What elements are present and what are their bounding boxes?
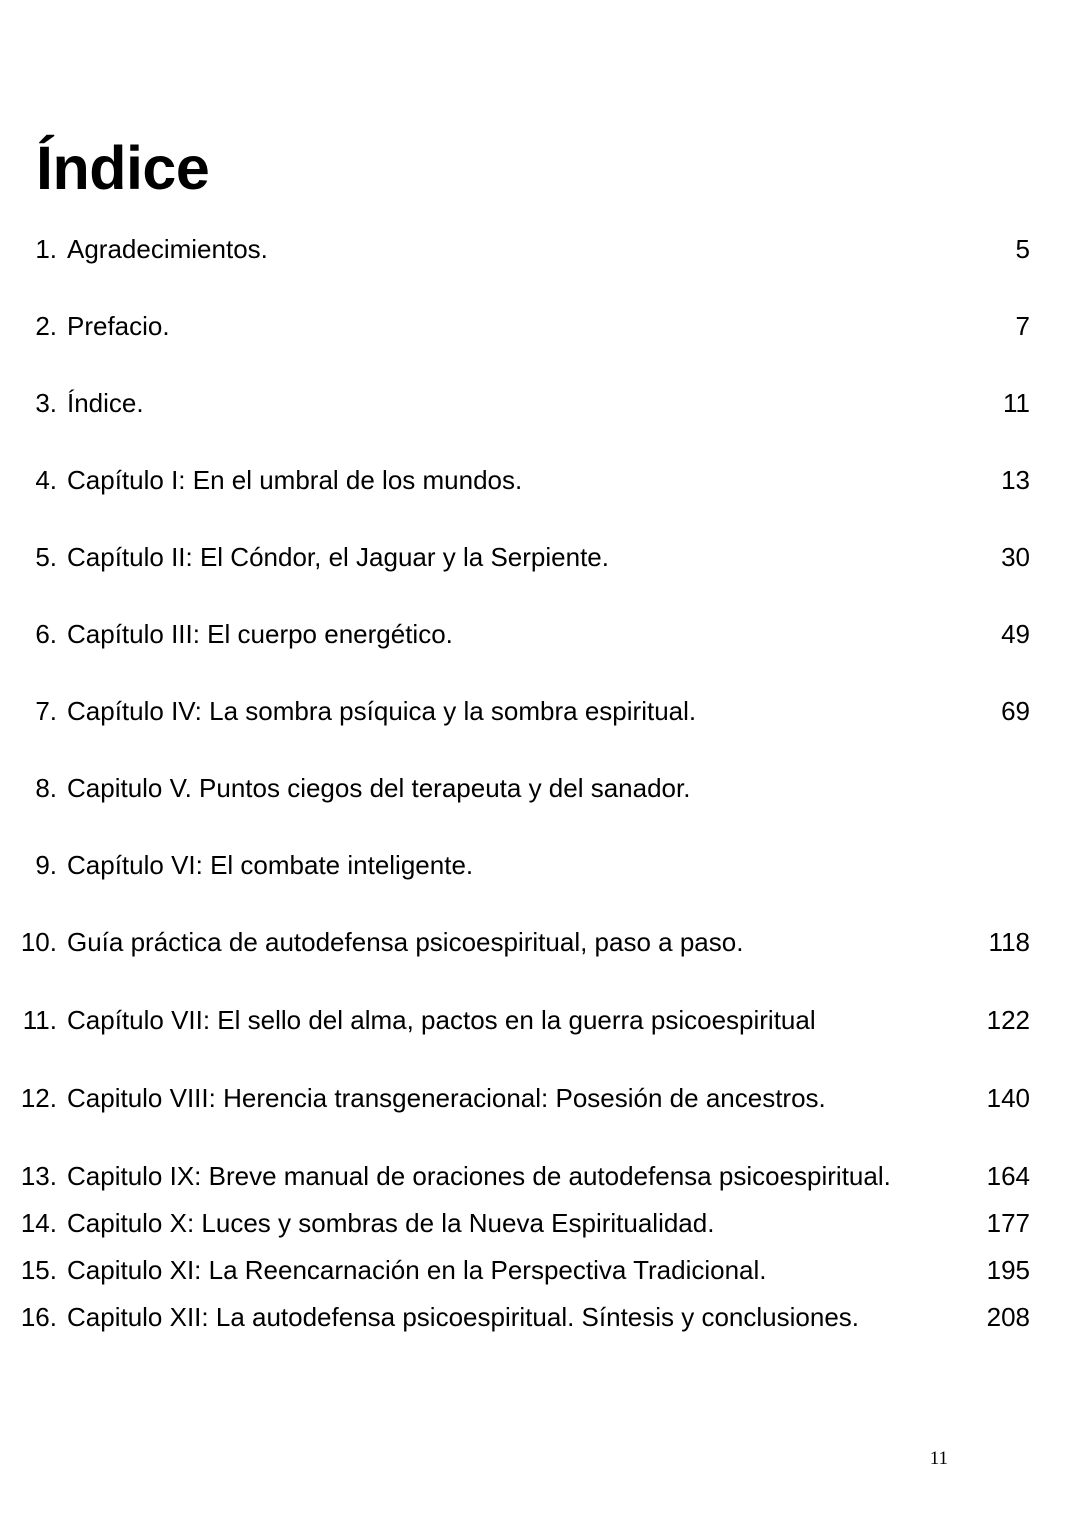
toc-entry-page-number: 208 <box>986 1302 1030 1332</box>
toc-entry-number: 7. <box>35 696 57 726</box>
toc-entry-number: 9. <box>35 850 57 880</box>
toc-entry[interactable] <box>0 695 1070 727</box>
toc-entry-page-number: 177 <box>986 1208 1030 1238</box>
toc-entry[interactable] <box>0 464 1070 496</box>
toc-entry-page-number: 195 <box>986 1255 1030 1285</box>
footer-page-number: 11 <box>929 1448 948 1469</box>
toc-entry-number: 10. <box>20 927 57 957</box>
toc-entry-number: 16. <box>20 1302 57 1332</box>
toc-entry-number: 13. <box>20 1161 57 1191</box>
toc-entry-title: Capitulo IX: Breve manual de oraciones de autodefensa psicoespiritual. <box>67 1161 891 1191</box>
toc-entry-number: 15. <box>20 1255 57 1285</box>
toc-entry[interactable] <box>0 1004 1070 1036</box>
toc-entry-page-number: 118 <box>988 927 1030 957</box>
toc-entry[interactable] <box>0 926 1070 958</box>
toc-entry-title: Capitulo VIII: Herencia transgeneracional: Posesión de ancestros. <box>67 1083 826 1113</box>
toc-entry-page-number: 49 <box>1001 619 1030 649</box>
toc-entry-page-number: 140 <box>986 1083 1030 1113</box>
toc-entry-number: 14. <box>20 1208 57 1238</box>
toc-entry-number: 5. <box>35 542 57 572</box>
toc-entry[interactable] <box>0 233 1070 265</box>
toc-entry[interactable] <box>0 1160 1070 1192</box>
toc-entry-number: 11. <box>22 1005 57 1035</box>
toc-entry-title: Capitulo X: Luces y sombras de la Nueva Espiritualidad. <box>67 1208 715 1238</box>
toc-entry[interactable] <box>0 387 1070 419</box>
toc-entry-title: Capítulo I: En el umbral de los mundos. <box>67 465 523 495</box>
toc-entry[interactable] <box>0 849 1070 881</box>
toc-entry-number: 1. <box>35 234 57 264</box>
toc-entry-title: Capítulo III: El cuerpo energético. <box>67 619 453 649</box>
toc-entry-page-number: 5 <box>1015 234 1030 264</box>
toc-entry-title: Capitulo V. Puntos ciegos del terapeuta y del sanador. <box>67 773 691 803</box>
toc-entry-title: Capítulo IV: La sombra psíquica y la sombra espiritual. <box>67 696 697 726</box>
toc-entry-page-number: 69 <box>1001 696 1030 726</box>
toc-entry-page-number: 30 <box>1001 542 1030 572</box>
toc-entry[interactable] <box>0 541 1070 573</box>
toc-entry-number: 2. <box>35 311 57 341</box>
toc-entry[interactable] <box>0 1301 1070 1333</box>
toc-entry-title: Índice. <box>67 388 144 418</box>
toc-entry-number: 12. <box>20 1083 57 1113</box>
toc-entry-page-number: 7 <box>1015 311 1030 341</box>
toc-entry-number: 6. <box>35 619 57 649</box>
page-title: Índice <box>36 133 210 202</box>
toc-entry-number: 4. <box>35 465 57 495</box>
toc-entry-title: Guía práctica de autodefensa psicoespiritual, paso a paso. <box>67 927 744 957</box>
toc-entry-page-number: 122 <box>986 1005 1030 1035</box>
toc-entry-number: 3. <box>35 388 57 418</box>
toc-entry-title: Capitulo XII: La autodefensa psicoespiritual. Síntesis y conclusiones. <box>67 1302 860 1332</box>
toc-entry-title: Capítulo II: El Cóndor, el Jaguar y la Serpiente. <box>67 542 609 572</box>
toc-entry-number: 8. <box>35 773 57 803</box>
toc-entry-title: Agradecimientos. <box>67 234 268 264</box>
toc-entry-page-number: 13 <box>1001 465 1030 495</box>
toc-entry[interactable] <box>0 1082 1070 1114</box>
toc-entry-title: Capítulo VII: El sello del alma, pactos en la guerra psicoespiritual <box>67 1005 816 1035</box>
toc-entry-page-number: 164 <box>986 1161 1030 1191</box>
toc-entry[interactable] <box>0 1254 1070 1286</box>
toc-entry-title: Prefacio. <box>67 311 170 341</box>
toc-entry[interactable] <box>0 772 1070 804</box>
toc-entry[interactable] <box>0 1207 1070 1239</box>
toc-entry-page-number: 11 <box>1003 388 1030 418</box>
toc-entry[interactable] <box>0 310 1070 342</box>
table-of-contents <box>0 233 1070 1333</box>
toc-entry-title: Capitulo XI: La Reencarnación en la Perspectiva Tradicional. <box>67 1255 767 1285</box>
toc-entry-title: Capítulo VI: El combate inteligente. <box>67 850 474 880</box>
toc-entry[interactable] <box>0 618 1070 650</box>
